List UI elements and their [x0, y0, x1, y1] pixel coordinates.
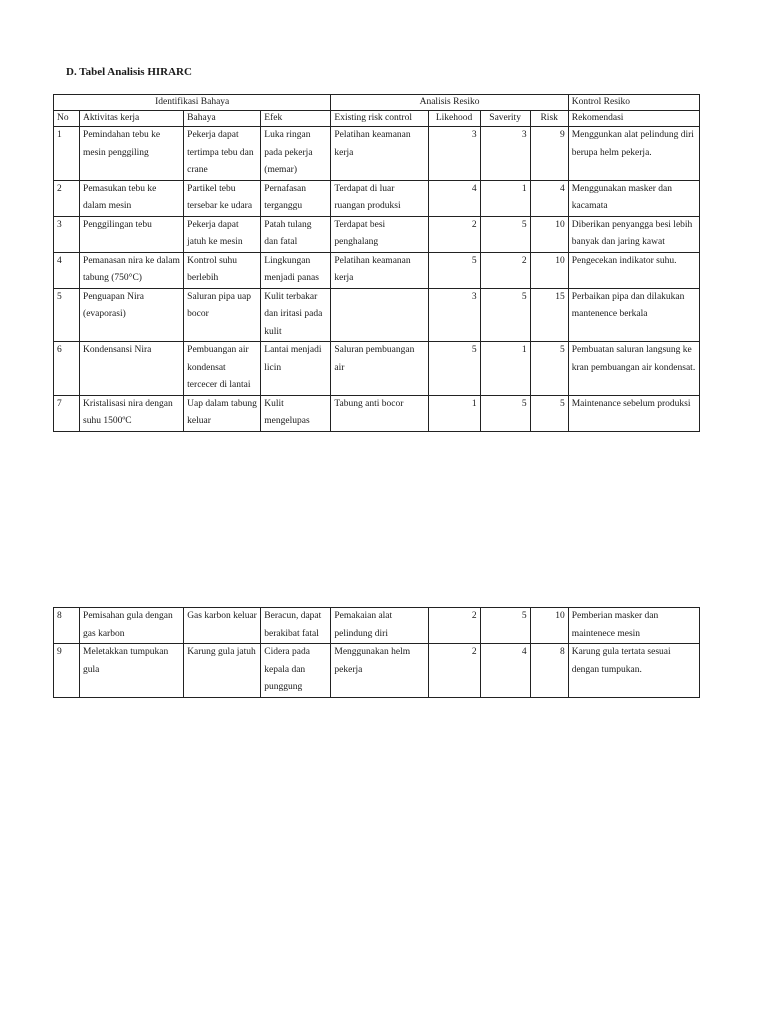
cell-efek: Kulit mengelupas: [261, 395, 331, 431]
cell-aktivitas: Kristalisasi nira dengan suhu 1500ºC: [80, 395, 184, 431]
hirarc-table-page-1: [53, 94, 700, 432]
column-header-row: [54, 111, 700, 127]
cell-saverity: 5: [480, 395, 530, 431]
cell-saverity: 2: [480, 252, 530, 288]
cell-existing-control: Pelatihan keamanan kerja: [331, 252, 428, 288]
cell-aktivitas: Pemanasan nira ke dalam tabung (750°C): [80, 252, 184, 288]
cell-rekomendasi: Diberikan penyangga besi lebih banyak dan jaring kawat: [568, 216, 699, 252]
cell-rekomendasi: Menggunkan alat pelindung diri berupa helm pekerja.: [568, 127, 699, 181]
cell-likehood: 5: [428, 342, 480, 396]
cell-saverity: 5: [480, 608, 530, 644]
cell-no: 4: [54, 252, 80, 288]
hirarc-table-page-2: [53, 607, 700, 698]
cell-no: 6: [54, 342, 80, 396]
cell-risk: 10: [530, 216, 568, 252]
table-row: [54, 644, 700, 698]
cell-rekomendasi: Pemberian masker dan maintenece mesin: [568, 608, 699, 644]
cell-efek: Lantai menjadi licin: [261, 342, 331, 396]
table-row: [54, 180, 700, 216]
table-row: [54, 216, 700, 252]
cell-bahaya: Pembuangan air kondensat tercecer di lantai: [184, 342, 261, 396]
cell-likehood: 2: [428, 216, 480, 252]
cell-existing-control: [331, 288, 428, 342]
cell-efek: Cidera pada kepala dan punggung: [261, 644, 331, 698]
group-header-identifikasi: Identifikasi Bahaya: [54, 95, 331, 111]
cell-risk: 15: [530, 288, 568, 342]
document-title: D. Tabel Analisis HIRARC: [66, 66, 192, 78]
cell-likehood: 2: [428, 608, 480, 644]
cell-risk: 4: [530, 180, 568, 216]
cell-aktivitas: Pemindahan tebu ke mesin penggiling: [80, 127, 184, 181]
group-header-row: [54, 95, 700, 111]
cell-saverity: 1: [480, 342, 530, 396]
cell-aktivitas: Pemisahan gula dengan gas karbon: [80, 608, 184, 644]
table-row: [54, 608, 700, 644]
cell-existing-control: Saluran pembuangan air: [331, 342, 428, 396]
cell-rekomendasi: Perbaikan pipa dan dilakukan mantenence berkala: [568, 288, 699, 342]
cell-existing-control: Pemakaian alat pelindung diri: [331, 608, 428, 644]
cell-aktivitas: Kondensansi Nira: [80, 342, 184, 396]
cell-saverity: 1: [480, 180, 530, 216]
col-header-no: No: [54, 111, 80, 127]
col-header-likehood: Likehood: [428, 111, 480, 127]
cell-bahaya: Kontrol suhu berlebih: [184, 252, 261, 288]
cell-aktivitas: Penggilingan tebu: [80, 216, 184, 252]
cell-likehood: 2: [428, 644, 480, 698]
cell-risk: 5: [530, 395, 568, 431]
col-header-existing: Existing risk control: [331, 111, 428, 127]
cell-risk: 8: [530, 644, 568, 698]
col-header-bahaya: Bahaya: [184, 111, 261, 127]
col-header-saverity: Saverity: [480, 111, 530, 127]
cell-bahaya: Pekerja dapat jatuh ke mesin: [184, 216, 261, 252]
cell-bahaya: Saluran pipa uap bocor: [184, 288, 261, 342]
cell-likehood: 3: [428, 127, 480, 181]
cell-efek: Lingkungan menjadi panas: [261, 252, 331, 288]
cell-likehood: 5: [428, 252, 480, 288]
cell-existing-control: Tabung anti bocor: [331, 395, 428, 431]
table-row: [54, 342, 700, 396]
cell-efek: Beracun, dapat berakibat fatal: [261, 608, 331, 644]
cell-likehood: 3: [428, 288, 480, 342]
table-body-page-1: [54, 127, 700, 432]
cell-rekomendasi: Maintenance sebelum produksi: [568, 395, 699, 431]
cell-efek: Kulit terbakar dan iritasi pada kulit: [261, 288, 331, 342]
table-body-page-2: [54, 608, 700, 698]
col-header-efek: Efek: [261, 111, 331, 127]
cell-likehood: 1: [428, 395, 480, 431]
cell-aktivitas: Meletakkan tumpukan gula: [80, 644, 184, 698]
cell-rekomendasi: Menggunakan masker dan kacamata: [568, 180, 699, 216]
cell-saverity: 4: [480, 644, 530, 698]
cell-bahaya: Gas karbon keluar: [184, 608, 261, 644]
cell-risk: 9: [530, 127, 568, 181]
table-row: [54, 288, 700, 342]
cell-bahaya: Uap dalam tabung keluar: [184, 395, 261, 431]
cell-saverity: 5: [480, 216, 530, 252]
cell-rekomendasi: Pembuatan saluran langsung ke kran pembuangan air kondensat.: [568, 342, 699, 396]
cell-no: 1: [54, 127, 80, 181]
table-row: [54, 395, 700, 431]
cell-existing-control: Terdapat di luar ruangan produksi: [331, 180, 428, 216]
cell-risk: 10: [530, 252, 568, 288]
cell-rekomendasi: Pengecekan indikator suhu.: [568, 252, 699, 288]
cell-bahaya: Pekerja dapat tertimpa tebu dan crane: [184, 127, 261, 181]
col-header-rekomendasi: Rekomendasi: [568, 111, 699, 127]
cell-risk: 10: [530, 608, 568, 644]
cell-efek: Pernafasan terganggu: [261, 180, 331, 216]
group-header-kontrol: Kontrol Resiko: [568, 95, 699, 111]
cell-no: 2: [54, 180, 80, 216]
cell-existing-control: Terdapat besi penghalang: [331, 216, 428, 252]
group-header-analisis: Analisis Resiko: [331, 95, 568, 111]
cell-saverity: 5: [480, 288, 530, 342]
cell-risk: 5: [530, 342, 568, 396]
cell-aktivitas: Pemasukan tebu ke dalam mesin: [80, 180, 184, 216]
cell-likehood: 4: [428, 180, 480, 216]
cell-no: 3: [54, 216, 80, 252]
table-row: [54, 252, 700, 288]
cell-existing-control: Menggunakan helm pekerja: [331, 644, 428, 698]
cell-rekomendasi: Karung gula tertata sesuai dengan tumpukan.: [568, 644, 699, 698]
col-header-risk: Risk: [530, 111, 568, 127]
table-row: [54, 127, 700, 181]
cell-no: 5: [54, 288, 80, 342]
cell-no: 7: [54, 395, 80, 431]
cell-efek: Luka ringan pada pekerja (memar): [261, 127, 331, 181]
cell-efek: Patah tulang dan fatal: [261, 216, 331, 252]
cell-no: 9: [54, 644, 80, 698]
cell-no: 8: [54, 608, 80, 644]
cell-bahaya: Karung gula jatuh: [184, 644, 261, 698]
cell-bahaya: Partikel tebu tersebar ke udara: [184, 180, 261, 216]
cell-existing-control: Pelatihan keamanan kerja: [331, 127, 428, 181]
cell-aktivitas: Penguapan Nira (evaporasi): [80, 288, 184, 342]
col-header-aktivitas: Aktivitas kerja: [80, 111, 184, 127]
cell-saverity: 3: [480, 127, 530, 181]
